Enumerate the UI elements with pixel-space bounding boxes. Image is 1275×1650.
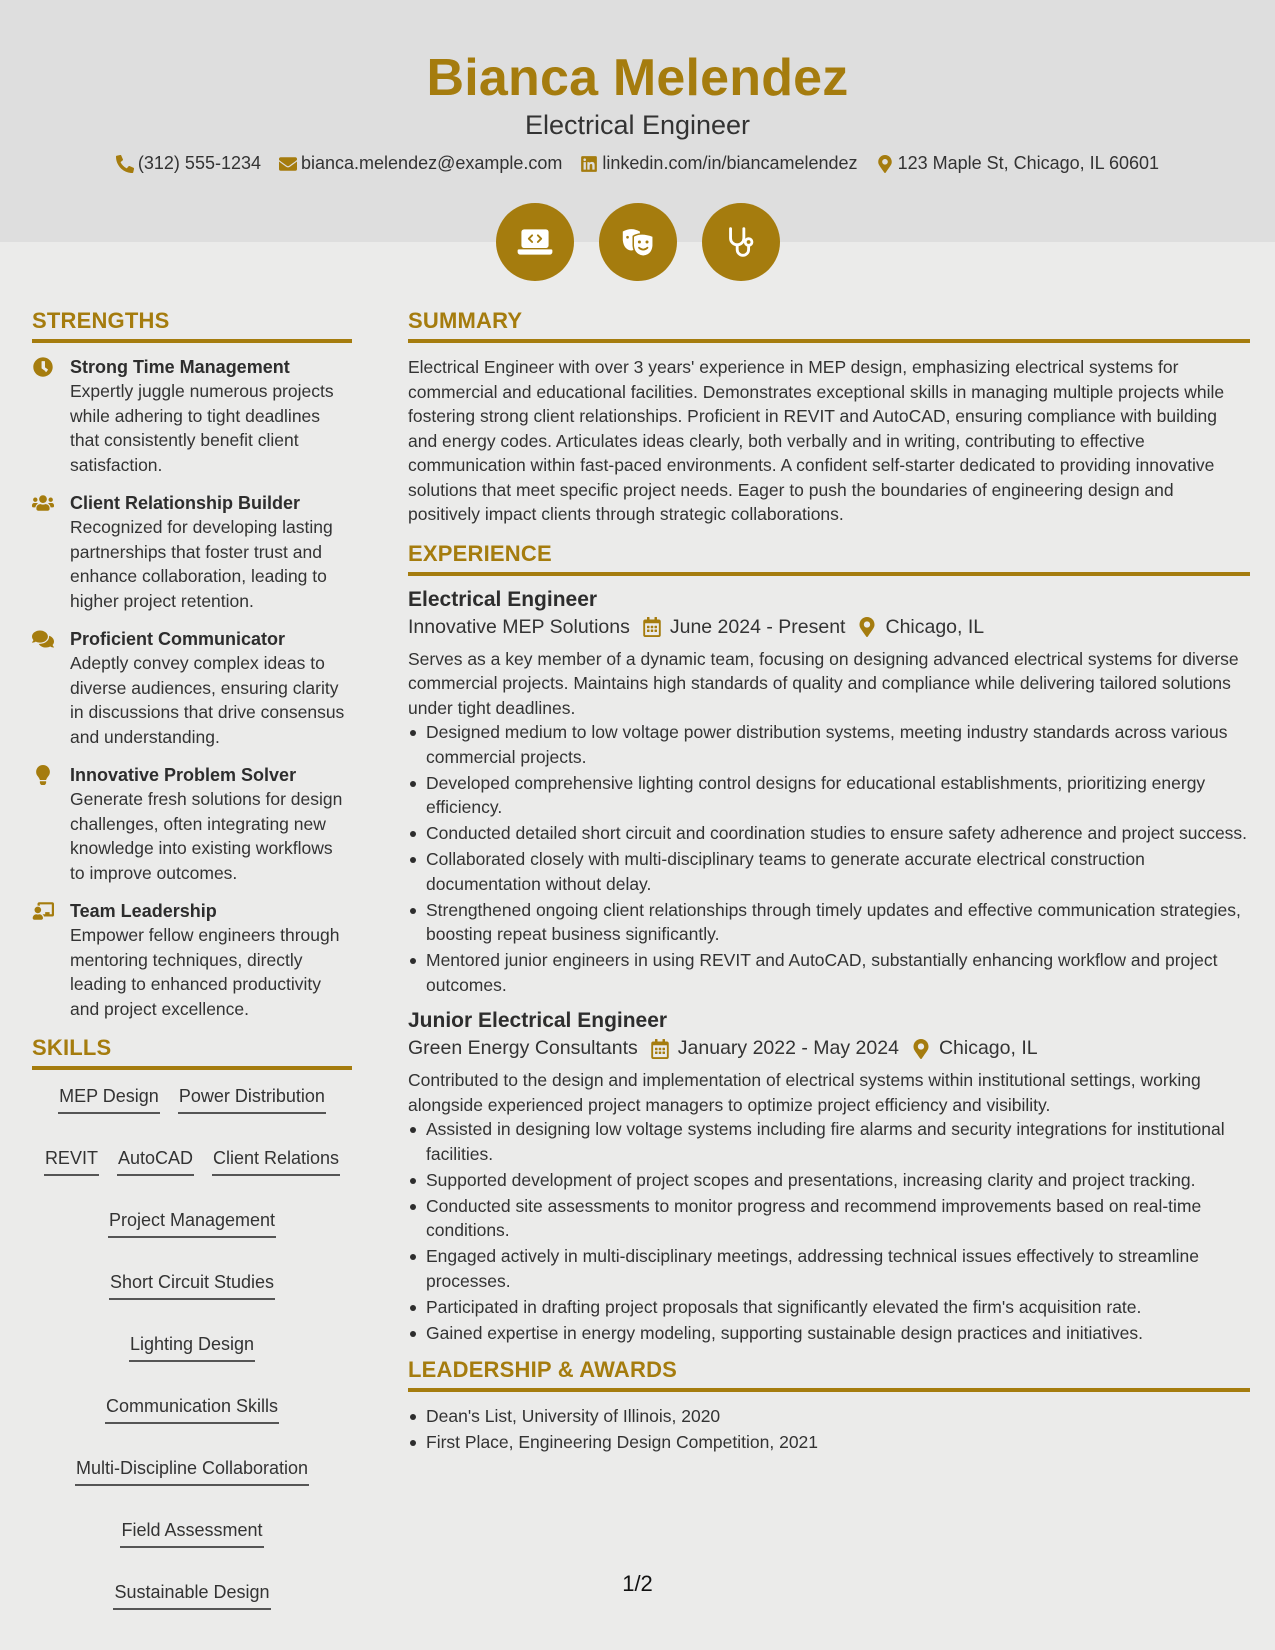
comments-icon — [32, 629, 54, 649]
strength-item — [32, 763, 352, 885]
strength-title: Proficient Communicator — [70, 629, 286, 649]
strength-item — [32, 355, 352, 477]
list-item: Engaged actively in multi-disciplinary meetings, addressing technical issues effectively to streamline processes. — [408, 1244, 1250, 1293]
list-item: Strengthened ongoing client relationships through timely updates and effective communication strategies, boosting repeat business significantly. — [408, 898, 1250, 947]
contact-linkedin[interactable] — [580, 153, 857, 174]
skill-tag: Lighting Design — [129, 1332, 255, 1362]
phone-text: (312) 555-1234 — [137, 153, 261, 173]
list-item: Assisted in designing low voltage systems including fire alarms and security integrations for institutional facilities. — [408, 1117, 1250, 1166]
strength-title: Innovative Problem Solver — [70, 765, 297, 785]
list-item: Conducted detailed short circuit and coordination studies to ensure safety adherence and project success. — [408, 821, 1250, 846]
job-desc: Serves as a key member of a dynamic team, focusing on designing advanced electrical systems for diverse commercial projects. Maintains high standards of quality and compliance while delivering tailored solutions under tight deadlines. — [408, 648, 1239, 718]
map-marker-icon — [876, 155, 894, 173]
list-item: First Place, Engineering Design Competition, 2021 — [408, 1430, 1250, 1455]
job-entry — [408, 588, 1250, 998]
list-item: Mentored junior engineers in using REVIT and AutoCAD, substantially enhancing workflow and project outcomes. — [408, 948, 1250, 997]
contact-address[interactable] — [876, 153, 1160, 174]
calendar-icon — [650, 1039, 670, 1059]
contact-phone[interactable] — [116, 153, 261, 174]
list-item: Collaborated closely with multi-disciplinary teams to generate accurate electrical construction documentation without delay. — [408, 847, 1250, 896]
awards-heading: LEADERSHIP & AWARDS — [408, 1357, 1250, 1392]
skills-list — [32, 1082, 352, 1610]
skill-tag: Short Circuit Studies — [109, 1270, 275, 1300]
list-item: Supported development of project scopes and presentations, increasing clarity and project tracking. — [408, 1168, 1250, 1193]
job-bullets — [408, 720, 1250, 997]
skill-tag: Communication Skills — [105, 1394, 279, 1424]
phone-icon — [116, 155, 134, 173]
strengths-heading: STRENGTHS — [32, 308, 352, 343]
users-icon — [32, 493, 54, 513]
experience-heading: EXPERIENCE — [408, 541, 1250, 576]
skill-tag: Project Management — [108, 1208, 276, 1238]
list-item: Gained expertise in energy modeling, supporting sustainable design practices and initiatives. — [408, 1321, 1250, 1346]
contact-email[interactable] — [279, 153, 562, 174]
strength-desc: Expertly juggle numerous projects while adhering to tight deadlines that consistently benefit client satisfaction. — [70, 381, 334, 475]
job-company: Innovative MEP Solutions — [408, 615, 630, 638]
list-item: Developed comprehensive lighting control designs for educational establishments, prioritizing energy efficiency. — [408, 771, 1250, 820]
interest-icons — [0, 203, 1275, 281]
job-company: Green Energy Consultants — [408, 1037, 638, 1059]
job-desc: Contributed to the design and implementation of electrical systems within institutional settings, working alongside experienced project managers to optimize project efficiency and visibility. — [408, 1070, 1201, 1115]
right-column — [408, 308, 1250, 1456]
skill-tag: AutoCAD — [117, 1146, 194, 1176]
page-number: 1/2 — [622, 1571, 653, 1596]
address-text: 123 Maple St, Chicago, IL 60601 — [897, 153, 1160, 173]
clock-icon — [32, 357, 54, 377]
skills-heading: SKILLS — [32, 1035, 352, 1070]
strength-title: Client Relationship Builder — [70, 493, 301, 513]
summary-heading: SUMMARY — [408, 308, 1250, 343]
skill-tag: Multi-Discipline Collaboration — [75, 1456, 309, 1486]
job-dates: June 2024 - Present — [669, 615, 846, 638]
skill-tag: Client Relations — [212, 1146, 340, 1176]
linkedin-text: linkedin.com/in/biancamelendez — [602, 153, 858, 173]
strength-desc: Empower fellow engineers through mentoring techniques, directly leading to enhanced productivity and project excellence. — [70, 925, 340, 1019]
summary-text: Electrical Engineer with over 3 years' experience in MEP design, emphasizing electrical systems for commercial and educational facilities. Demonstrates exceptional skills in managing multiple projects while fostering strong client relationships. Proficient in REVIT and AutoCAD, ensuring compliance with building and energy codes. Articulates ideas clearly, both verbally and in writing, contributing to effective communication within fast-paced environments. A confident self-starter dedicated to providing innovative solutions that meet specific project needs. Eager to push the boundaries of engineering design and positively impact clients through strategic collaborations. — [408, 357, 1225, 524]
left-column — [32, 308, 352, 1610]
chalkboard-teacher-icon — [32, 901, 54, 921]
candidate-title: Electrical Engineer — [524, 110, 751, 140]
list-item: Designed medium to low voltage power distribution systems, meeting industry standards across various commercial projects. — [408, 720, 1250, 769]
strength-desc: Recognized for developing lasting partnerships that foster trust and enhance collaboration, leading to higher project retention. — [70, 517, 333, 611]
skill-tag: Power Distribution — [178, 1084, 326, 1114]
list-item: Conducted site assessments to monitor progress and recommend improvements based on real-time conditions. — [408, 1194, 1250, 1243]
candidate-name: Bianca Melendez — [426, 49, 849, 107]
laptop-code-icon — [496, 203, 574, 281]
strength-item — [32, 899, 352, 1021]
strength-desc: Generate fresh solutions for design challenges, often integrating new knowledge into existing workflows to improve outcomes. — [70, 789, 343, 883]
strength-title: Strong Time Management — [70, 357, 290, 377]
calendar-icon — [642, 617, 662, 637]
skill-tag: Field Assessment — [120, 1518, 263, 1548]
job-location: Chicago, IL — [938, 1037, 1038, 1059]
job-entry — [408, 1009, 1250, 1345]
skill-tag: MEP Design — [58, 1084, 160, 1114]
map-marker-icon — [857, 617, 877, 637]
job-dates: January 2022 - May 2024 — [677, 1037, 899, 1059]
email-text: bianca.melendez@example.com — [301, 153, 563, 173]
job-meta — [408, 1037, 1250, 1060]
map-marker-icon — [911, 1039, 931, 1059]
strength-item — [32, 627, 352, 749]
skill-tag: REVIT — [44, 1146, 99, 1176]
theater-masks-icon — [599, 203, 677, 281]
job-role: Electrical Engineer — [408, 587, 598, 611]
lightbulb-icon — [32, 765, 54, 785]
list-item: Participated in drafting project proposals that significantly elevated the firm's acquisition rate. — [408, 1295, 1250, 1320]
list-item: Dean's List, University of Illinois, 2020 — [408, 1404, 1250, 1429]
job-meta — [408, 616, 1250, 639]
strength-title: Team Leadership — [70, 901, 217, 921]
skill-tag: Sustainable Design — [113, 1580, 270, 1610]
contact-row — [0, 153, 1275, 174]
envelope-icon — [279, 155, 297, 173]
linkedin-icon — [580, 155, 598, 173]
strength-item — [32, 491, 352, 613]
job-location: Chicago, IL — [885, 615, 985, 638]
awards-list — [408, 1404, 1250, 1455]
stethoscope-icon — [702, 203, 780, 281]
job-bullets — [408, 1117, 1250, 1345]
job-role: Junior Electrical Engineer — [408, 1009, 668, 1032]
strength-desc: Adeptly convey complex ideas to diverse audiences, ensuring clarity in discussions that drive consensus and understanding. — [70, 653, 345, 747]
